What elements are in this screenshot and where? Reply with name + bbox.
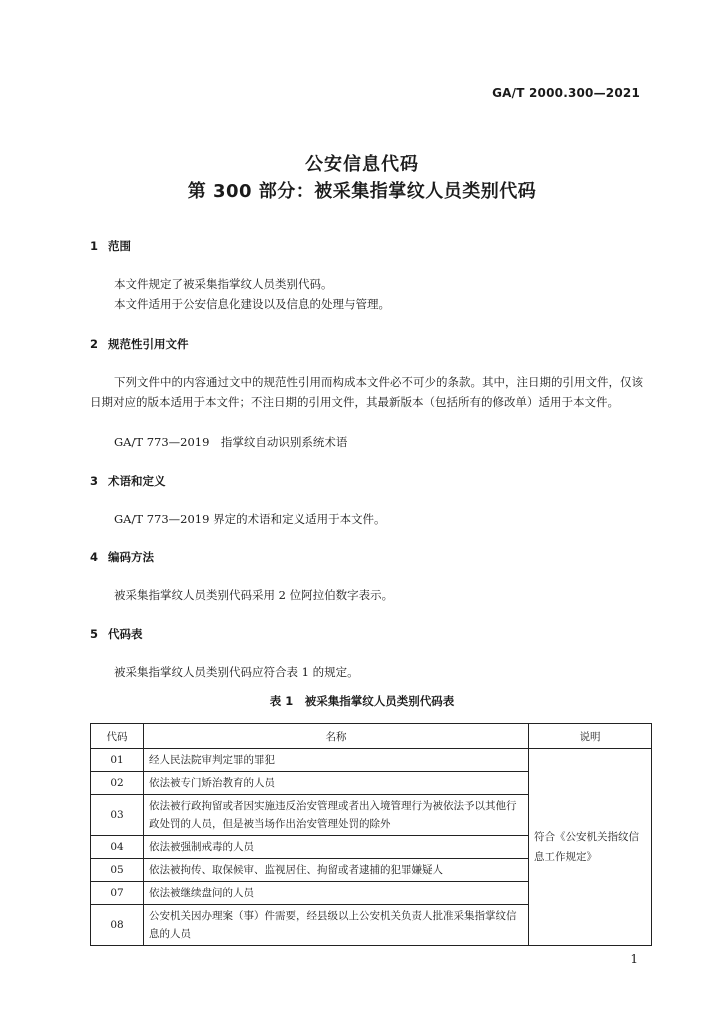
section-title: 范围 xyxy=(108,239,131,253)
referenced-document: GA/T 773—2019 指掌纹自动识别系统术语 xyxy=(114,435,348,449)
name-cell: 依法被专门矫治教育的人员 xyxy=(144,772,529,795)
section-heading-5 xyxy=(90,626,143,642)
name-cell: 公安机关因办理案（事）件需要，经县级以上公安机关负责人批准采集指掌纹信息的人员 xyxy=(144,905,529,946)
section-number: 4 xyxy=(90,550,99,564)
name-cell: 依法被行政拘留或者因实施违反治安管理或者出入境管理行为被依法予以其他行政处罚的人员，但是被当场作出治安管理处罚的除外 xyxy=(144,795,529,836)
code-cell: 05 xyxy=(91,859,144,882)
code-cell: 07 xyxy=(91,882,144,905)
code-table xyxy=(90,723,652,946)
code-cell: 04 xyxy=(91,836,144,859)
paragraph: 被采集指掌纹人员类别代码采用 2 位阿拉伯数字表示。 xyxy=(114,588,394,602)
name-cell: 依法被拘传、取保候审、监视居住、拘留或者逮捕的犯罪嫌疑人 xyxy=(144,859,529,882)
header-note: 说明 xyxy=(529,724,652,749)
section-title: 规范性引用文件 xyxy=(108,337,189,351)
paragraph: GA/T 773—2019 界定的术语和定义适用于本文件。 xyxy=(114,512,386,526)
name-cell: 依法被强制戒毒的人员 xyxy=(144,836,529,859)
code-cell: 03 xyxy=(91,795,144,836)
paragraph: 本文件规定了被采集指掌纹人员类别代码。 xyxy=(114,277,333,291)
section-number: 5 xyxy=(90,627,99,641)
paragraph: 本文件适用于公安信息化建设以及信息的处理与管理。 xyxy=(114,297,390,311)
section-heading-3 xyxy=(90,473,166,489)
document-subtitle: 第 300 部分：被采集指掌纹人员类别代码 xyxy=(187,181,537,202)
header-name: 名称 xyxy=(144,724,529,749)
section-number: 3 xyxy=(90,474,99,488)
code-cell: 08 xyxy=(91,905,144,946)
table-row xyxy=(91,749,652,772)
page-number: 1 xyxy=(630,952,638,966)
paragraph: 下列文件中的内容通过文中的规范性引用而构成本文件必不可少的条款。其中，注日期的引用文件，仅该日期对应的版本适用于本文件；不注日期的引用文件，其最新版本（包括所有的修改单）适用于本文件。 xyxy=(90,375,643,409)
section-title: 术语和定义 xyxy=(108,474,166,488)
name-cell: 依法被继续盘问的人员 xyxy=(144,882,529,905)
code-cell: 01 xyxy=(91,749,144,772)
standard-number: GA/T 2000.300—2021 xyxy=(492,86,640,100)
name-cell: 经人民法院审判定罪的罪犯 xyxy=(144,749,529,772)
header-code: 代码 xyxy=(91,724,144,749)
section-title: 代码表 xyxy=(108,627,143,641)
note-cell: 符合《公安机关指纹信息工作规定》 xyxy=(529,749,652,946)
code-cell: 02 xyxy=(91,772,144,795)
section-title: 编码方法 xyxy=(108,550,154,564)
section-heading-4 xyxy=(90,549,154,565)
table-caption: 表 1 被采集指掌纹人员类别代码表 xyxy=(269,694,455,708)
section-number: 1 xyxy=(90,239,99,253)
section-number: 2 xyxy=(90,337,99,351)
table-header-row xyxy=(91,724,652,749)
section-heading-1 xyxy=(90,238,131,254)
paragraph: 被采集指掌纹人员类别代码应符合表 1 的规定。 xyxy=(114,665,359,679)
document-title: 公安信息代码 xyxy=(305,154,419,175)
section-heading-2 xyxy=(90,336,189,352)
